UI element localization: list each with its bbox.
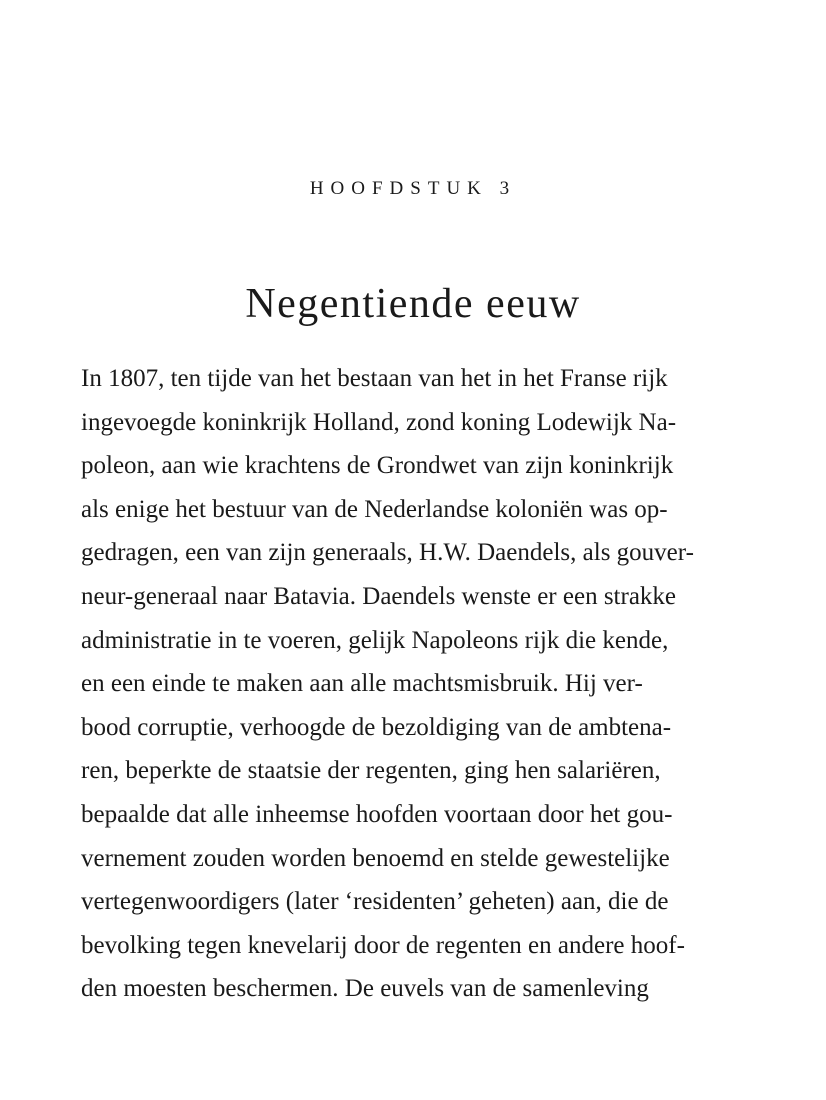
text-line: ren, beperkte de staatsie der regenten, ging hen salariëren, xyxy=(81,757,661,785)
text-line: vernement zouden worden benoemd en stelde gewestelijke xyxy=(81,844,670,872)
text-line: In 1807, ten tijde van het bestaan van het in het Franse rijk xyxy=(81,365,668,392)
text-line: als enige het bestuur van de Nederlandse koloniën was op- xyxy=(81,495,668,523)
text-line: bood corruptie, verhoogde de bezoldiging van de ambtena- xyxy=(81,713,672,741)
text-line: gedragen, een van zijn generaals, H.W. Daendels, als gouver- xyxy=(81,539,694,567)
text-line: poleon, aan wie krachtens de Grondwet van zijn koninkrijk xyxy=(81,452,674,480)
body-text xyxy=(81,357,761,1011)
text-line: ingevoegde koninkrijk Holland, zond koning Lodewijk Na- xyxy=(81,408,677,436)
text-line: bepaalde dat alle inheemse hoofden voortaan door het gou- xyxy=(81,800,673,828)
text-line: neur-generaal naar Batavia. Daendels wenste er een strakke xyxy=(81,582,677,610)
text-line: bevolking tegen knevelarij door de regenten en andere hoof- xyxy=(81,931,685,959)
text-line: en een einde te maken aan alle machtsmisbruik. Hij ver- xyxy=(81,670,643,698)
text-line: den moesten beschermen. De euvels van de samenleving xyxy=(81,975,649,1003)
text-line: administratie in te voeren, gelijk Napoleons rijk die kende, xyxy=(81,626,669,654)
chapter-title: Negentiende eeuw xyxy=(245,281,581,327)
chapter-label: HOOFDSTUK 3 xyxy=(309,178,517,199)
text-line: vertegenwoordigers (later ‘residenten’ geheten) aan, die de xyxy=(81,888,669,916)
